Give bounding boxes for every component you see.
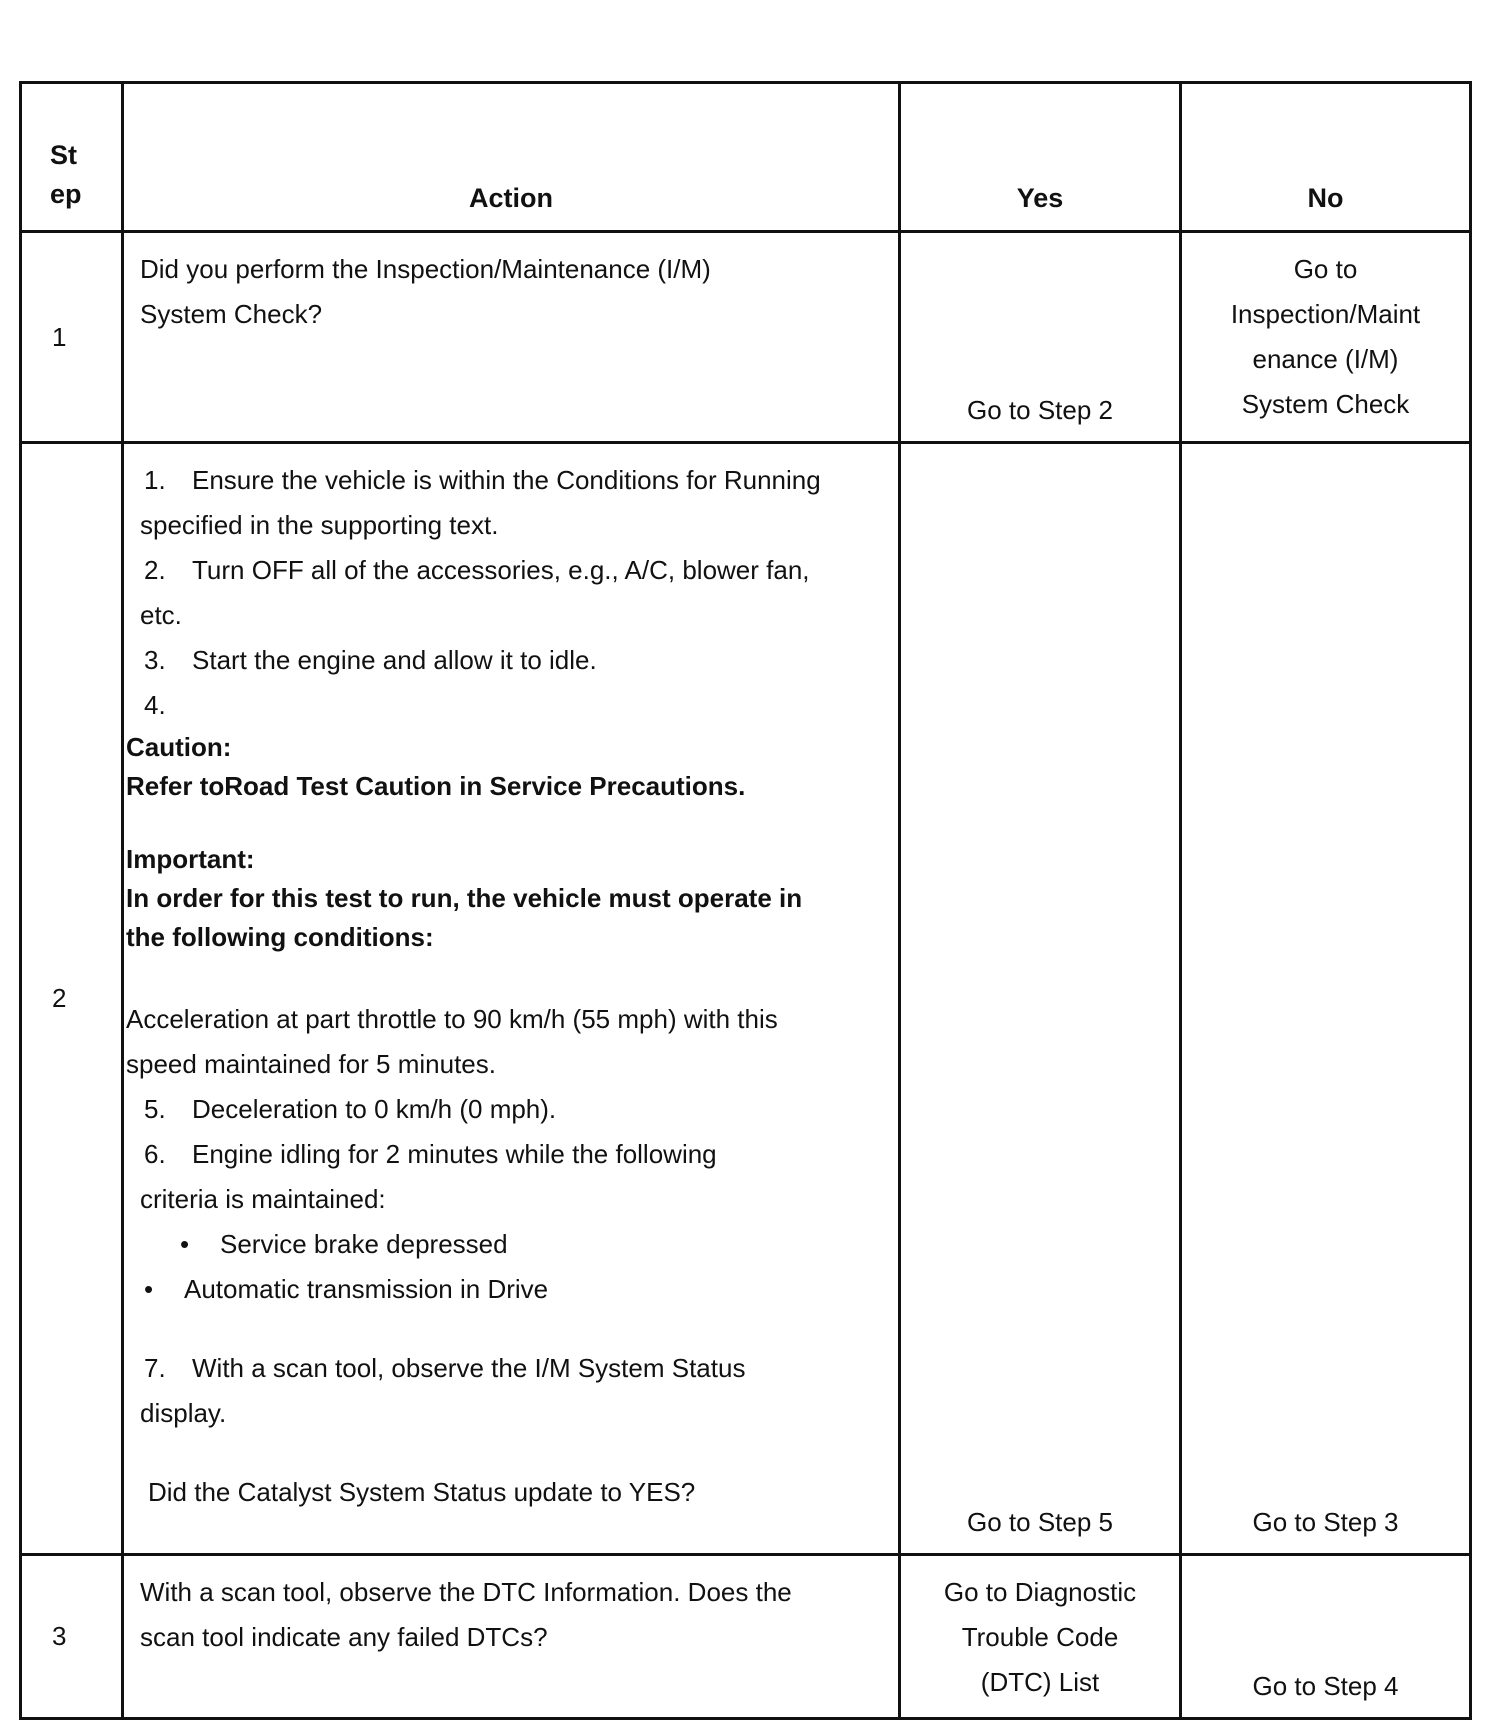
step-number: 3 (21, 1555, 123, 1719)
step-header: St ep (21, 83, 123, 232)
table-row (21, 443, 1471, 1555)
list-item: 5. Deceleration to 0 km/h (0 mph). (144, 1094, 557, 1124)
list-item: 2. Turn OFF all of the accessories, e.g., A/C, blower fan, etc. (140, 555, 810, 630)
bullet-item: • Automatic transmission in Drive (144, 1274, 549, 1304)
action-cell (123, 1555, 900, 1719)
table-row (21, 232, 1471, 443)
list-item: 6. Engine idling for 2 minutes while the following criteria is maintained: (140, 1139, 717, 1214)
no-cell: Go to Inspection/Maint enance (I/M) System Check (1181, 232, 1471, 443)
header-row (21, 83, 1471, 232)
yes-cell: Go to Step 5 (900, 443, 1181, 1555)
action-text: Did you perform the Inspection/Maintenance (I/M) System Check? (140, 254, 711, 329)
action-header: Action (123, 83, 900, 232)
no-header: No (1181, 83, 1471, 232)
no-cell: Go to Step 4 (1181, 1555, 1471, 1719)
yes-cell: Go to Diagnostic Trouble Code (DTC) List (900, 1555, 1181, 1719)
caution-text: Refer toRoad Test Caution in Service Precautions. (126, 771, 746, 801)
no-cell: Go to Step 3 (1181, 443, 1471, 1555)
list-item: 4. (144, 690, 166, 720)
caution-label: Caution: (126, 732, 232, 762)
list-item: 7. With a scan tool, observe the I/M System Status display. (140, 1353, 746, 1428)
yes-cell: Go to Step 2 (900, 232, 1181, 443)
question-text: Did the Catalyst System Status update to YES? (148, 1477, 696, 1507)
step-number: 2 (21, 443, 123, 1555)
action-cell (123, 232, 900, 443)
bullet-item: • Service brake depressed (180, 1229, 508, 1259)
table-row (21, 1555, 1471, 1719)
list-item: 1. Ensure the vehicle is within the Conditions for Running specified in the supporting text. (140, 465, 821, 540)
list-item: 3. Start the engine and allow it to idle. (144, 645, 597, 675)
yes-header: Yes (900, 83, 1181, 232)
important-label: Important: (126, 844, 255, 874)
action-text: With a scan tool, observe the DTC Information. Does the scan tool indicate any failed DTCs? (140, 1577, 792, 1652)
acceleration-condition: Acceleration at part throttle to 90 km/h (55 mph) with this speed maintained for 5 minutes. (126, 1004, 778, 1079)
action-cell (123, 443, 900, 1555)
diagnostic-table (19, 81, 1472, 1720)
step-number: 1 (21, 232, 123, 443)
important-text: In order for this test to run, the vehicle must operate in the following conditions: (126, 883, 803, 952)
